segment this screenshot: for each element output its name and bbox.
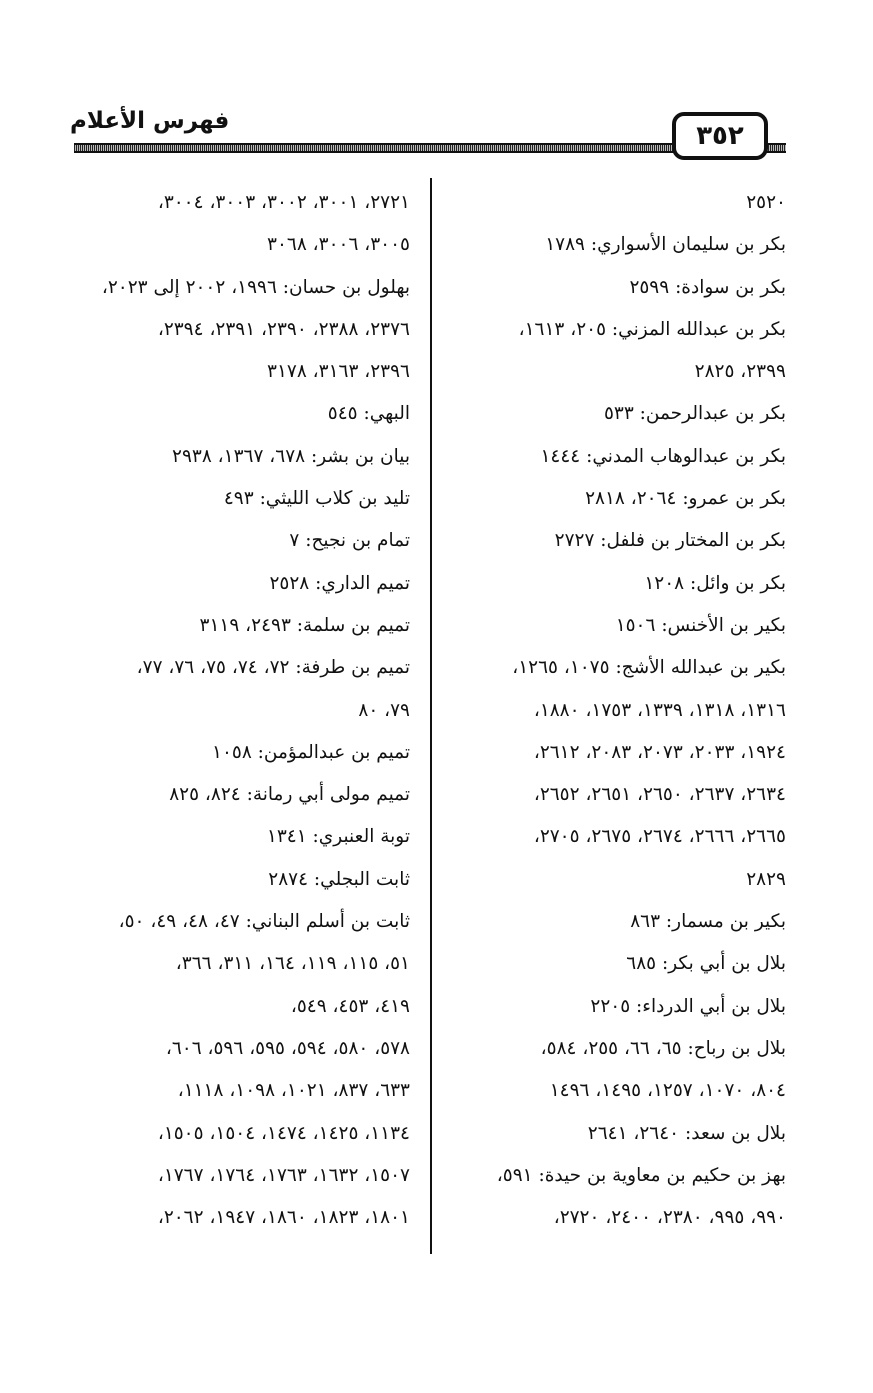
index-line: ٨٠٤، ١٠٧٠، ١٢٥٧، ١٤٩٥، ١٤٩٦ (549, 1080, 786, 1102)
index-line: بلال بن أبي الدرداء: ٢٢٠٥ (590, 995, 786, 1017)
index-line: ثابت بن أسلم البناني: ٤٧، ٤٨، ٤٩، ٥٠، (118, 911, 410, 933)
index-line: بكر بن المختار بن فلفل: ٢٧٢٧ (554, 530, 786, 552)
index-line: ٢٥٢٠ (746, 192, 786, 213)
index-line: بلال بن سعد: ٢٦٤٠، ٢٦٤١ (587, 1122, 786, 1144)
index-line: توبة العنبري: ١٣٤١ (266, 826, 410, 848)
column-divider (430, 178, 432, 1254)
index-line: ١١٣٤، ١٤٢٥، ١٤٧٤، ١٥٠٤، ١٥٠٥، (157, 1122, 410, 1144)
index-line: ٢٣٧٦، ٢٣٨٨، ٢٣٩٠، ٢٣٩١، ٢٣٩٤، (157, 318, 410, 340)
index-line: بكر بن عبدالوهاب المدني: ١٤٤٤ (540, 445, 786, 467)
index-line: ٢٣٩٩، ٢٨٢٥ (694, 361, 786, 383)
index-line: بهلول بن حسان: ١٩٩٦، ٢٠٠٢ إلى ٢٠٢٣، (101, 276, 410, 298)
index-line: بكير بن عبدالله الأشج: ١٠٧٥، ١٢٦٥، (512, 657, 786, 679)
index-line: تميم الداري: ٢٥٢٨ (269, 572, 410, 594)
index-line: ٣٠٠٥، ٣٠٠٦، ٣٠٦٨ (267, 234, 410, 256)
index-line: بكر بن وائل: ١٢٠٨ (644, 572, 786, 594)
index-line: ٢٨٢٩ (746, 868, 786, 890)
index-line: ثابت البجلي: ٢٨٧٤ (268, 868, 410, 890)
index-line: تميم مولى أبي رمانة: ٨٢٤، ٨٢٥ (169, 784, 410, 806)
index-line: تليد بن كلاب الليثي: ٤٩٣ (223, 488, 410, 510)
index-line: ١٨٠١، ١٨٢٣، ١٨٦٠، ١٩٤٧، ٢٠٦٢، (157, 1207, 410, 1229)
index-line: بكر بن عمرو: ٢٠٦٤، ٢٨١٨ (585, 488, 786, 510)
index-line: تميم بن عبدالمؤمن: ١٠٥٨ (212, 741, 410, 763)
index-line: بكر بن سوادة: ٢٥٩٩ (629, 276, 786, 298)
index-line: بكير بن مسمار: ٨٦٣ (630, 911, 786, 933)
page-number: ٣٥٢ (696, 121, 744, 151)
index-line: ١٣١٦، ١٣١٨، ١٣٣٩، ١٧٥٣، ١٨٨٠، (533, 699, 786, 721)
index-line: ٥١، ١١٥، ١١٩، ١٦٤، ٣١١، ٣٦٦، (175, 953, 410, 975)
index-line: ١٥٠٧، ١٦٣٢، ١٧٦٣، ١٧٦٤، ١٧٦٧، (157, 1164, 410, 1186)
index-line: بلال بن رباح: ٦٥، ٦٦، ٢٥٥، ٥٨٤، (540, 1037, 786, 1059)
index-line: ٢٧٢١، ٣٠٠١، ٣٠٠٢، ٣٠٠٣، ٣٠٠٤، (157, 192, 410, 213)
index-line: بكر بن عبدالرحمن: ٥٣٣ (603, 403, 786, 425)
index-line: بكر بن سليمان الأسواري: ١٧٨٩ (545, 234, 786, 256)
index-line: ٢٣٩٦، ٣١٦٣، ٣١٧٨ (267, 361, 410, 383)
right-column (446, 182, 786, 1239)
index-line: بيان بن بشر: ٦٧٨، ١٣٦٧، ٢٩٣٨ (172, 445, 410, 467)
index-line: بكر بن عبدالله المزني: ٢٠٥، ١٦١٣، (518, 318, 786, 340)
page-number-box (672, 112, 768, 160)
running-title: فهرس الأعلام (70, 108, 230, 134)
index-line: ٥٧٨، ٥٨٠، ٥٩٤، ٥٩٥، ٥٩٦، ٦٠٦، (165, 1037, 410, 1059)
index-line: بلال بن أبي بكر: ٦٨٥ (626, 953, 786, 975)
index-line: ٢٦٦٥، ٢٦٦٦، ٢٦٧٤، ٢٦٧٥، ٢٧٠٥، (533, 826, 786, 848)
index-line: تميم بن سلمة: ٢٤٩٣، ٣١١٩ (199, 614, 410, 636)
index-line: ٧٩، ٨٠ (358, 699, 410, 721)
index-line: تميم بن طرفة: ٧٢، ٧٤، ٧٥، ٧٦، ٧٧، (136, 657, 410, 679)
index-line: ١٩٢٤، ٢٠٣٣، ٢٠٧٣، ٢٠٨٣، ٢٦١٢، (533, 741, 786, 763)
page-header (70, 108, 790, 156)
index-line: ٦٣٣، ٨٣٧، ١٠٢١، ١٠٩٨، ١١١٨، (177, 1080, 410, 1102)
index-line: تمام بن نجيح: ٧ (289, 530, 410, 552)
index-line: ٢٦٣٤، ٢٦٣٧، ٢٦٥٠، ٢٦٥١، ٢٦٥٢، (533, 784, 786, 806)
index-line: ٤١٩، ٤٥٣، ٥٤٩، (290, 995, 410, 1017)
index-line: البهي: ٥٤٥ (327, 403, 410, 425)
left-column (70, 182, 410, 1239)
index-line: بكير بن الأخنس: ١٥٠٦ (615, 614, 786, 636)
index-line: ٩٩٠، ٩٩٥، ٢٣٨٠، ٢٤٠٠، ٢٧٢٠، (553, 1207, 786, 1229)
index-line: بهز بن حكيم بن معاوية بن حيدة: ٥٩١، (496, 1164, 786, 1186)
